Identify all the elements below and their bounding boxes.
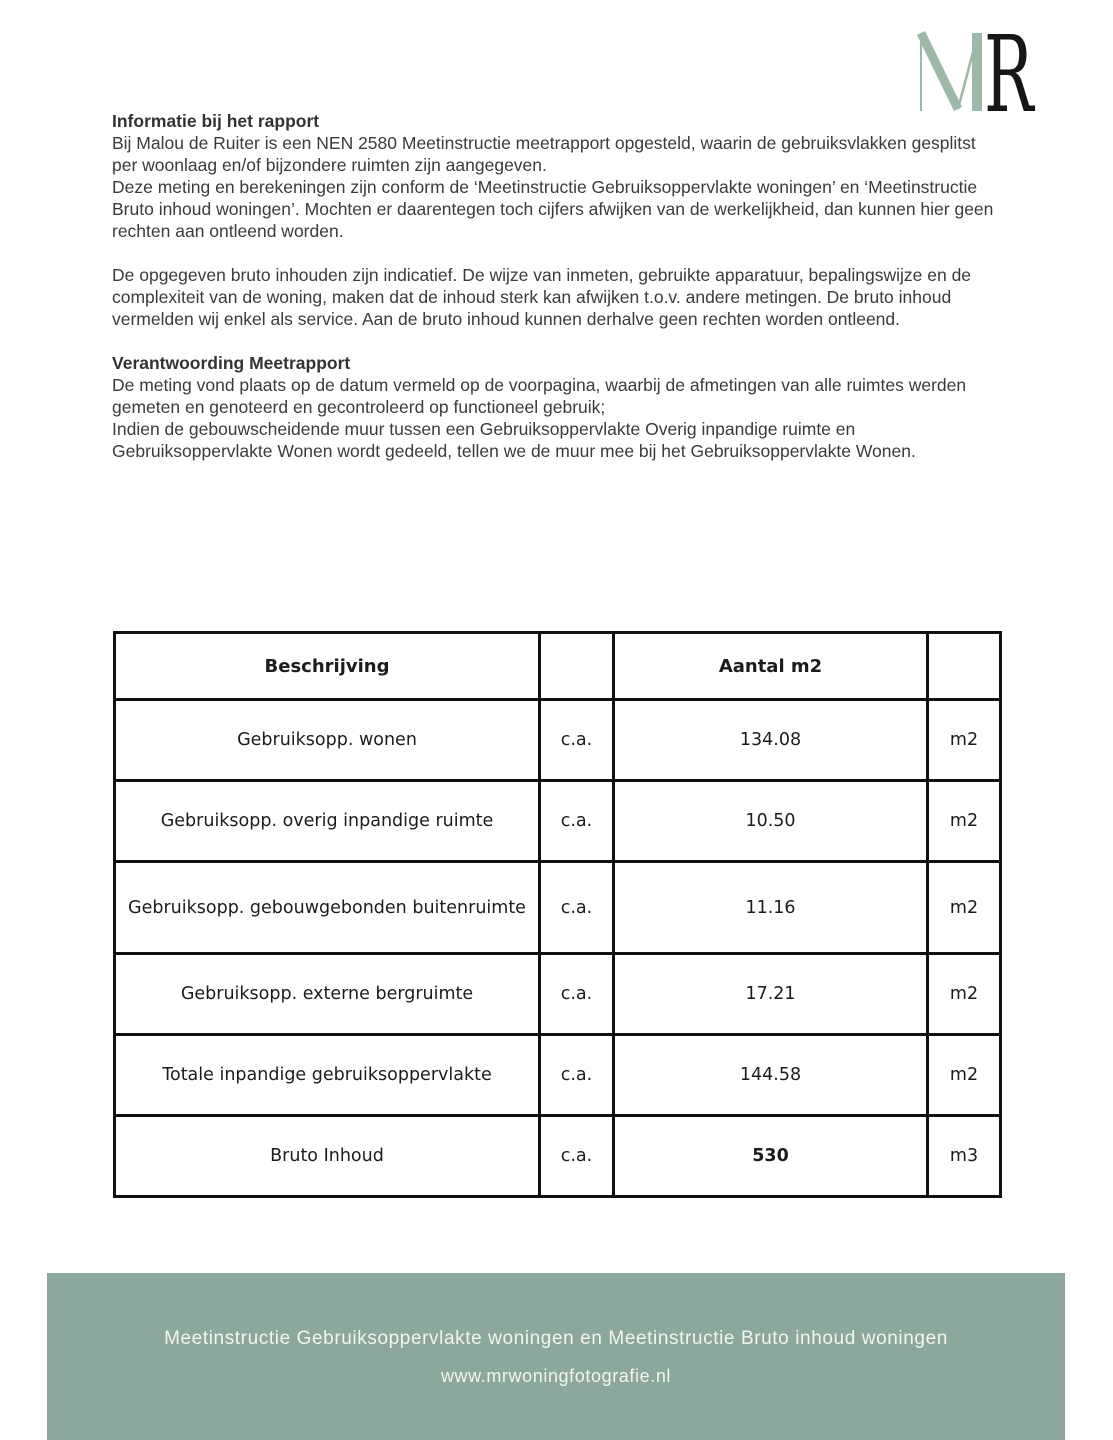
cell-ca: c.a. bbox=[540, 1116, 614, 1197]
cell-description: Bruto Inhoud bbox=[115, 1116, 540, 1197]
cell-unit: m2 bbox=[928, 781, 1001, 862]
paragraph-info-1: Bij Malou de Ruiter is een NEN 2580 Meetinstructie meetrapport opgesteld, waarin de gebruiksvlakken gesplitst per woonlaag en/of bijzondere ruimten zijn aangegeven. bbox=[112, 133, 976, 175]
paragraph-info-3: De opgegeven bruto inhouden zijn indicatief. De wijze van inmeten, gebruikte apparatuur, bepalingswijze en de complexiteit van de woning, maken dat de inhoud sterk kan afwijken t.o.v. andere metingen. De bruto inhoud vermelden wij enkel als service. Aan de bruto inhoud kunnen derhalve geen rechten worden ontleend. bbox=[112, 265, 972, 329]
cell-ca: c.a. bbox=[540, 700, 614, 781]
cell-description: Gebruiksopp. gebouwgebonden buitenruimte bbox=[115, 862, 540, 954]
header-empty-ca bbox=[540, 633, 614, 700]
spacer bbox=[112, 242, 1004, 264]
cell-amount: 17.21 bbox=[614, 954, 928, 1035]
cell-ca: c.a. bbox=[540, 954, 614, 1035]
footer-measurement-note: Meetinstructie Gebruiksoppervlakte woningen en Meetinstructie Bruto inhoud woningen bbox=[164, 1328, 948, 1349]
table-row bbox=[115, 954, 1001, 1035]
paragraph-verantwoording-1: De meting vond plaats op de datum vermeld op de voorpagina, waarbij de afmetingen van alle ruimtes werden gemeten en genoteerd en gecontroleerd op functioneel gebruik; bbox=[112, 375, 967, 417]
cell-description: Totale inpandige gebruiksoppervlakte bbox=[115, 1035, 540, 1116]
cell-amount: 134.08 bbox=[614, 700, 928, 781]
header-description: Beschrijving bbox=[115, 633, 540, 700]
cell-unit: m3 bbox=[928, 1116, 1001, 1197]
paragraph-info-2: Deze meting en berekeningen zijn conform de ‘Meetinstructie Gebruiksoppervlakte woningen’ en ‘Meetinstructie Bruto inhoud woningen’. Mochten er daarentegen toch cijfers afwijken van de werkelijkheid, dan kunnen hier geen rechten aan ontleend worden. bbox=[112, 177, 994, 241]
cell-amount: 10.50 bbox=[614, 781, 928, 862]
header-amount: Aantal m2 bbox=[614, 633, 928, 700]
cell-amount: 11.16 bbox=[614, 862, 928, 954]
cell-unit: m2 bbox=[928, 1035, 1001, 1116]
paragraph-verantwoording-2: Indien de gebouwscheidende muur tussen een Gebruiksoppervlakte Overig inpandige ruimte en Gebruiksoppervlakte Wonen wordt gedeeld, tellen we de muur mee bij het Gebruiksoppervlakte Wonen. bbox=[112, 419, 916, 461]
section-heading-verantwoording: Verantwoording Meetrapport bbox=[112, 353, 351, 373]
mr-monogram-icon bbox=[914, 30, 1044, 114]
footer-band bbox=[47, 1273, 1065, 1440]
document-body bbox=[112, 110, 1004, 462]
cell-amount: 144.58 bbox=[614, 1035, 928, 1116]
svg-text:R: R bbox=[984, 30, 1034, 114]
section-heading-informatie: Informatie bij het rapport bbox=[112, 111, 320, 131]
footer-website-url[interactable]: www.mrwoningfotografie.nl bbox=[440, 1366, 672, 1386]
table-header-row bbox=[115, 633, 1001, 700]
cell-amount: 530 bbox=[614, 1116, 928, 1197]
cell-ca: c.a. bbox=[540, 862, 614, 954]
cell-ca: c.a. bbox=[540, 1035, 614, 1116]
cell-unit: m2 bbox=[928, 954, 1001, 1035]
cell-description: Gebruiksopp. overig inpandige ruimte bbox=[115, 781, 540, 862]
spacer bbox=[112, 330, 1004, 352]
table-row bbox=[115, 700, 1001, 781]
table-row bbox=[115, 862, 1001, 954]
header-empty-unit bbox=[928, 633, 1001, 700]
table-row bbox=[115, 1035, 1001, 1116]
mr-logo bbox=[914, 30, 1044, 114]
logo-letter-r bbox=[984, 30, 1035, 114]
cell-description: Gebruiksopp. externe bergruimte bbox=[115, 954, 540, 1035]
cell-ca: c.a. bbox=[540, 781, 614, 862]
cell-unit: m2 bbox=[928, 862, 1001, 954]
measurement-table bbox=[113, 631, 1002, 1198]
logo-letter-m bbox=[921, 33, 978, 111]
table-row bbox=[115, 781, 1001, 862]
cell-unit: m2 bbox=[928, 700, 1001, 781]
table-row bbox=[115, 1116, 1001, 1197]
cell-description: Gebruiksopp. wonen bbox=[115, 700, 540, 781]
